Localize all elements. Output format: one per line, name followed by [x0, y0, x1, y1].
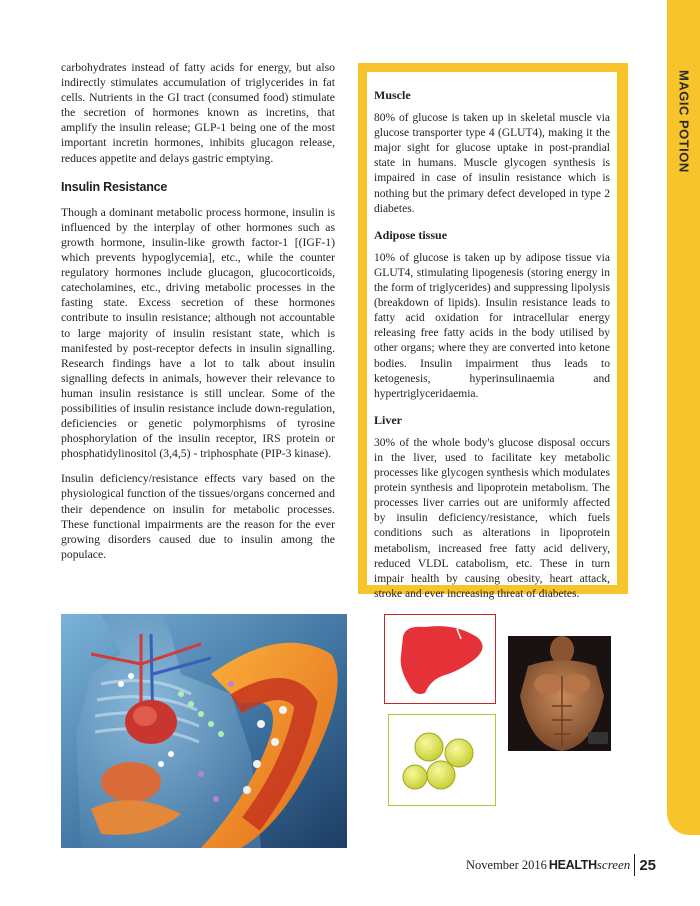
- left-column: [61, 60, 335, 572]
- liver-icon: [385, 615, 495, 703]
- section-tab: [667, 0, 700, 835]
- page-number: 25: [639, 856, 656, 874]
- adipose-heading: Adipose tissue: [374, 227, 448, 242]
- adipose-cells-image-frame: [388, 714, 496, 806]
- left-paragraph-2: Though a dominant metabolic process hormone, insulin is influenced by the interplay of other hormones such as growth hormone, insulin-like growth factor-1 [(IGF-1) which prevents hypoglycemia], etc., while the counter regulatory hormones include glucagon, glucocorticoids, catecholamines, etc., driving metabolic processes in the fasting state. Excess secretion of these hormones contribute to insulin resistance; although not accountable to large majority of insulin resistant state, which is manifested by post-receptor defects in insulin signalling. Research findings have a lot to talk about insulin signalling defects in animals, however their relevance to human insulin resistance is still unclear. Some of the possibilities of insulin resistance include down-regulation, deficiencies or genetic polymorphisms of tyrosine phosphorylation of the insulin receptor, IRS protein or phosphatidylinositol (3,4,5) - triphosphate (PIP-3 kinase).: [61, 205, 335, 461]
- left-paragraph-3: Insulin deficiency/resistance effects vary based on the physiological function of the tissues/organs concerned and their dependence on insulin for metabolic processes. These functional impairments are the reason for the ever growing disorders caused due to insulin among the populace.: [61, 472, 335, 561]
- section-tab-label: MAGIC POTION: [676, 70, 692, 173]
- adipose-text: 10% of glucose is taken up by adipose tissue via GLUT4, stimulating lipogenesis (storing energy in the form of triglycerides) and suppressing lipolysis (breakdown of lipids). Insulin resistance leads to fatty acid oxidation for intracellular energy releasing free fatty acids in the body utilised by other organs; where they are converted into ketone bodies. Insulin impairment thus leads to ketogenesis, hyperinsulinaemia and hypertriglyceridaemia.: [374, 251, 610, 400]
- muscle-heading: Muscle: [374, 88, 411, 102]
- adipose-cells-icon: [389, 715, 495, 805]
- liver-text: 30% of the whole body's glucose disposal occurs in the liver, used to facilitate key metabolic processes like glycogen synthesis which modulates protein synthesis and lipoprotein metabolism. The processes liver carries out are uniformly affected by insulin deficiency/resistance, which fuels conditions such as alterations in lipoprotein metabolism, increased free fatty acid delivery, reduced VLDL catabolism, etc. These in turn impair health by causing obesity, heart attack, stroke and ever increasing threat of diabetes.: [374, 436, 610, 600]
- sidebar-box: [358, 63, 628, 600]
- liver-image-frame: [384, 614, 496, 704]
- left-paragraph-1: carbohydrates instead of fatty acids for energy, but also indirectly stimulates accumulation of triglycerides in fat cells. Nutrients in the GI tract (consumed food) stimulate the secretion of hormones known as incretins, that amplify the insulin release; GLP-1 being one of the most important incretin hormones, inhibits glucagon release, reduces appetite and delays gastric emptying.: [61, 61, 335, 165]
- issue-date: November 2016: [466, 857, 547, 872]
- sidebar-content: [374, 88, 610, 613]
- muscle-text: 80% of glucose is taken up in skeletal muscle via glucose transporter type 4 (GLUT4), making it the major sight for glucose uptake in post-prandial state in humans. Muscle glycogen synthesis is impaired in case of insulin resistance which is nothing but the primary defect developed in type 2 diabetes.: [374, 112, 610, 215]
- footer-divider: [634, 854, 635, 876]
- muscular-torso-image: [508, 636, 611, 751]
- insulin-resistance-heading: Insulin Resistance: [61, 179, 168, 194]
- pancreas-illustration: [61, 614, 347, 848]
- magazine-name-bold: HEALTH: [548, 858, 597, 872]
- liver-heading: Liver: [374, 412, 402, 427]
- magazine-name-italic: screen: [596, 857, 631, 872]
- page-footer: [466, 853, 656, 877]
